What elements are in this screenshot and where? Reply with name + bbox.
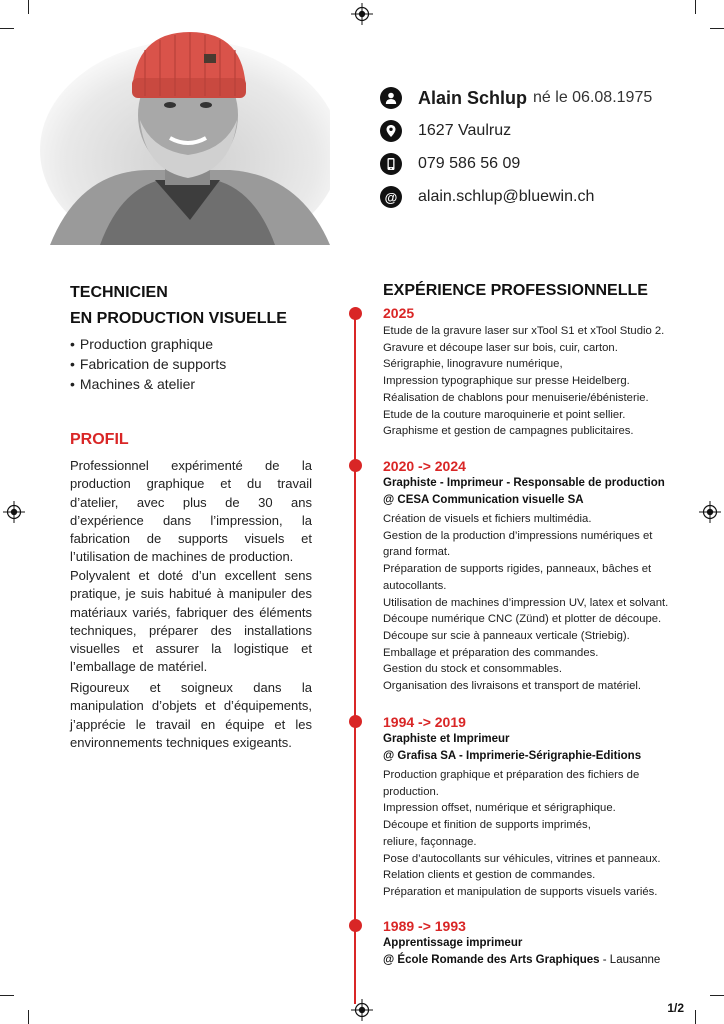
description-line: Graphisme et gestion de campagnes publicitaires. bbox=[383, 425, 634, 438]
contact-email-row bbox=[380, 183, 594, 211]
description-line: Etude de la gravure laser sur xTool S1 et xTool Studio 2. bbox=[383, 325, 665, 337]
job-role: Graphiste et Imprimeur bbox=[383, 733, 510, 745]
portrait-photo bbox=[40, 20, 330, 245]
list-item: • Machines & atelier bbox=[70, 374, 226, 394]
timeline-dot bbox=[349, 919, 362, 932]
job-title-line1: TECHNICIEN bbox=[70, 284, 168, 301]
phone-number: 079 586 56 09 bbox=[418, 155, 521, 172]
contact-phone-row bbox=[380, 150, 520, 178]
description-line: Préparation et manipulation de supports visuels variés. bbox=[383, 885, 658, 898]
description-line: Gestion de la production d’impressions numériques et bbox=[383, 529, 653, 542]
crop-mark bbox=[0, 28, 14, 29]
birth-date: né le 06.08.1975 bbox=[533, 89, 653, 106]
description-line: grand format. bbox=[383, 546, 451, 559]
description-line: Gestion du stock et consommables. bbox=[383, 663, 562, 676]
crop-mark bbox=[0, 995, 14, 996]
profil-paragraph: Rigoureux et soigneux dans la manipulation d’objets et d’équipements, j’apprécie le travail en équipe et les environnements techniques exigeants. bbox=[70, 680, 312, 750]
profil-paragraph: Professionnel expérimenté de la production graphique et du travail d’atelier, avec plus de 30 ans d’expérience dans l’impression, la fabrication de supports visuels et l’utilisation de machines de production. bbox=[70, 458, 312, 565]
page-number: 1/2 bbox=[667, 1001, 684, 1015]
entry-description bbox=[383, 323, 683, 440]
contact-name-row bbox=[380, 84, 652, 112]
job-role: Apprentissage imprimeur bbox=[383, 937, 523, 949]
at-sign-icon: @ bbox=[380, 186, 402, 208]
description-line: Impression offset, numérique et sérigraphique. bbox=[383, 802, 616, 815]
crop-mark bbox=[695, 0, 696, 14]
crop-mark bbox=[28, 0, 29, 14]
company-name: @ Grafisa SA - Imprimerie-Sérigraphie-Editions bbox=[383, 750, 642, 762]
contact-address-row bbox=[380, 117, 511, 145]
description-line: Réalisation de chablons pour menuiserie/ébénisterie. bbox=[383, 391, 649, 404]
skills-list bbox=[70, 334, 226, 394]
company-name: @ CESA Communication visuelle SA bbox=[383, 494, 584, 506]
description-line: Pose d’autocollants sur véhicules, vitrines et panneaux. bbox=[383, 852, 661, 865]
crop-mark bbox=[695, 1010, 696, 1024]
registration-mark-icon bbox=[351, 3, 373, 25]
period-2020-2024: 2020 -> 2024 bbox=[383, 458, 466, 474]
description-line: Organisation des livraisons et transport de matériel. bbox=[383, 680, 642, 693]
registration-mark-icon bbox=[699, 501, 721, 523]
user-icon bbox=[380, 87, 402, 109]
email-address: alain.schlup@bluewin.ch bbox=[418, 188, 595, 205]
description-line: Création de visuels et fichiers multimédia. bbox=[383, 513, 592, 525]
school-prefix: @ bbox=[383, 954, 398, 966]
description-line: Relation clients et gestion de commandes. bbox=[383, 869, 596, 882]
description-line: Production graphique et préparation des fichiers de bbox=[383, 769, 640, 781]
entry-description bbox=[383, 767, 683, 901]
profil-heading: PROFIL bbox=[70, 431, 129, 448]
period-1994-2019: 1994 -> 2019 bbox=[383, 714, 466, 730]
crop-mark bbox=[710, 28, 724, 29]
description-line: Découpe numérique CNC (Zünd) et plotter de découpe. bbox=[383, 613, 662, 626]
list-item: • Fabrication de supports bbox=[70, 354, 226, 374]
timeline-line bbox=[354, 312, 356, 1004]
description-line: Préparation de supports rigides, panneaux, bâches et bbox=[383, 563, 652, 576]
experience-heading: EXPÉRIENCE PROFESSIONNELLE bbox=[383, 282, 648, 299]
registration-mark-icon bbox=[3, 501, 25, 523]
description-line: Utilisation de machines d’impression UV, latex et solvant. bbox=[383, 596, 669, 609]
description-line: Emballage et préparation des commandes. bbox=[383, 646, 599, 659]
job-role: Graphiste - Imprimeur - Responsable de production bbox=[383, 477, 665, 489]
description-line: Découpe et finition de supports imprimés, bbox=[383, 819, 591, 832]
entry-description bbox=[383, 511, 683, 695]
address-city: 1627 Vaulruz bbox=[418, 122, 512, 139]
crop-mark bbox=[28, 1010, 29, 1024]
job-title-line2: EN PRODUCTION VISUELLE bbox=[70, 310, 287, 327]
description-line: reliure, façonnage. bbox=[383, 835, 477, 848]
description-line: production. bbox=[383, 785, 439, 798]
description-line: Découpe sur scie à panneaux verticale (Striebig). bbox=[383, 629, 630, 642]
mobile-phone-icon bbox=[380, 153, 402, 175]
period-2025: 2025 bbox=[383, 305, 415, 321]
school-line bbox=[383, 954, 660, 966]
profil-paragraph: Polyvalent et doté d’un excellent sens pratique, je suis habitué à manipuler des matériaux variés, fabriquer des éléments techniques, préparer des installations visuelles et assurer la logistique et l’emballage de matériel. bbox=[70, 568, 312, 675]
description-line: Gravure et découpe laser sur bois, cuir, carton. bbox=[383, 341, 618, 354]
description-line: Impression typographique sur presse Heidelberg. bbox=[383, 375, 630, 388]
list-item: • Production graphique bbox=[70, 334, 226, 354]
person-name: Alain Schlup bbox=[418, 87, 528, 108]
timeline-dot bbox=[349, 307, 362, 320]
timeline-dot bbox=[349, 459, 362, 472]
description-line: Etude de la couture maroquinerie et point sellier. bbox=[383, 408, 626, 421]
crop-mark bbox=[710, 995, 724, 996]
school-name: École Romande des Arts Graphiques bbox=[397, 954, 600, 966]
timeline-dot bbox=[349, 715, 362, 728]
school-location: - Lausanne bbox=[599, 954, 661, 966]
description-line: autocollants. bbox=[383, 579, 447, 592]
period-1989-1993: 1989 -> 1993 bbox=[383, 918, 466, 934]
location-pin-icon bbox=[380, 120, 402, 142]
description-line: Sérigraphie, linogravure numérique, bbox=[383, 358, 563, 371]
